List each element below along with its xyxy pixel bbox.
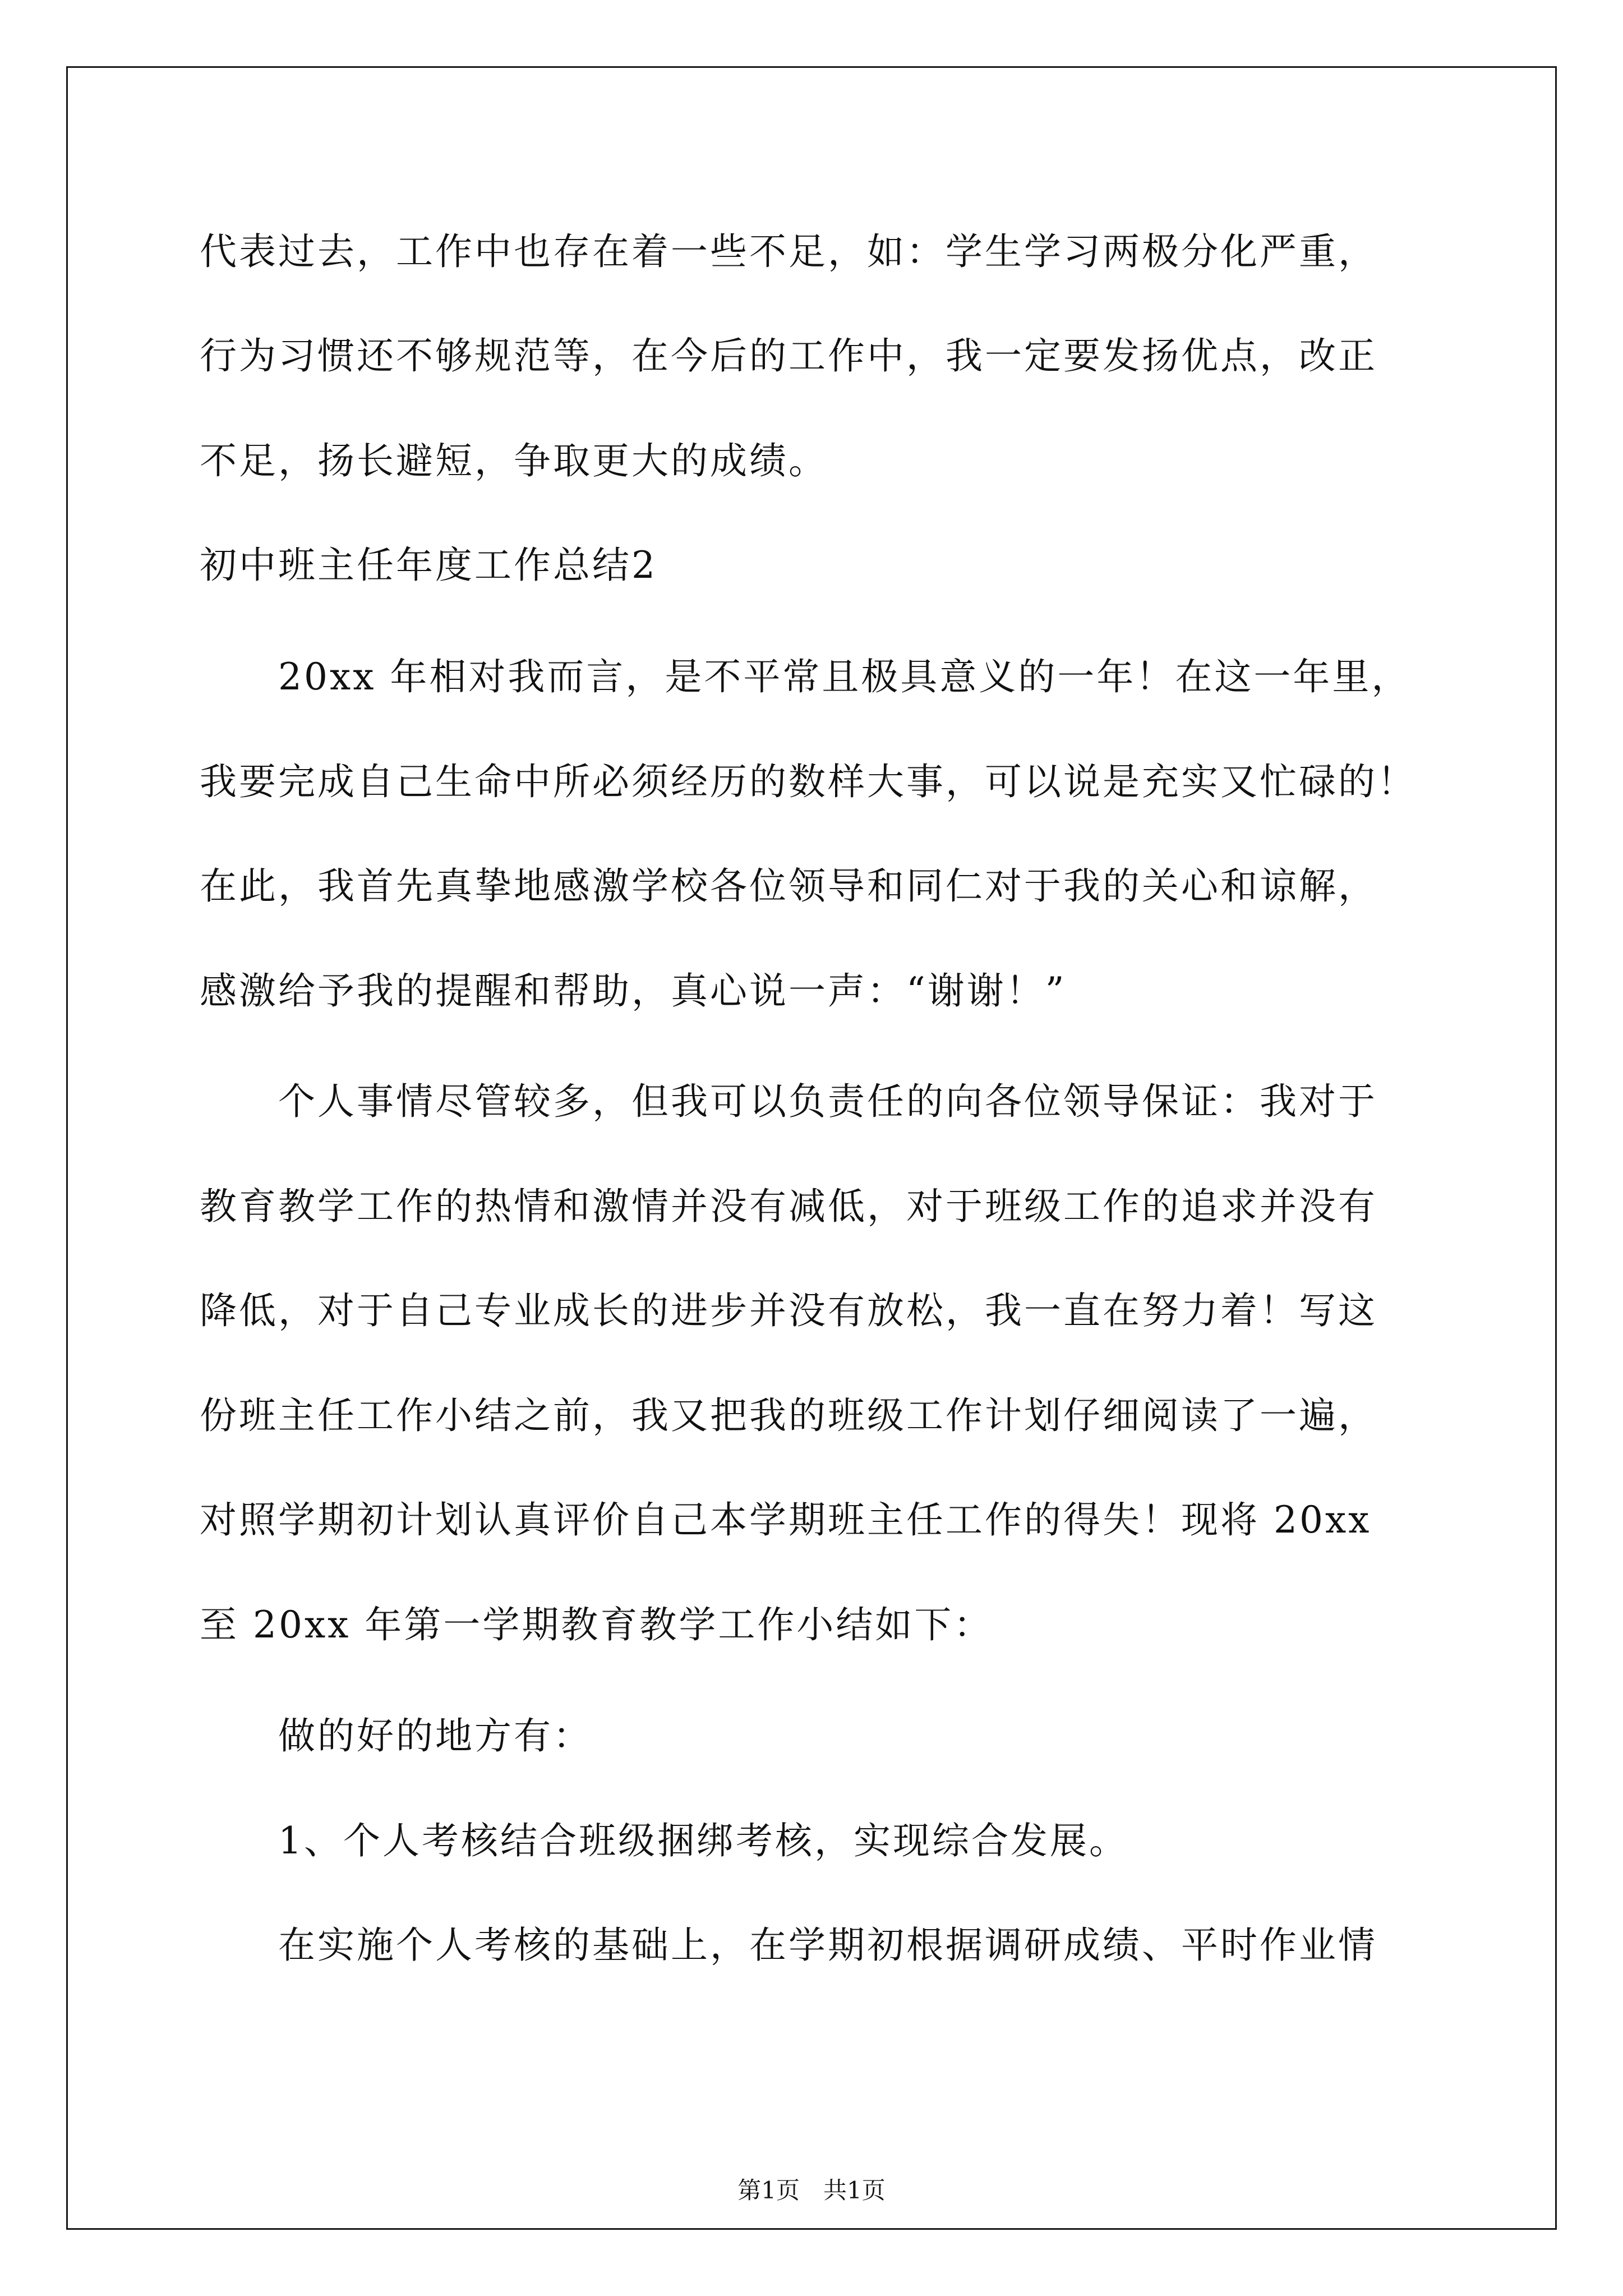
text-line: 做的好的地方有： (278, 1714, 592, 1757)
list-item: 1、个人考核结合班级捆绑考核，实现综合发展。 (278, 1819, 1128, 1862)
text-line: 个人事情尽管较多，但我可以负责任的向各位领导保证：我对于 (278, 1080, 1377, 1123)
page-border (66, 66, 1557, 2230)
text-line: 20xx 年相对我而言，是不平常且极具意义的一年！在这一年里， (278, 655, 1411, 698)
text-line: 代表过去，工作中也存在着一些不足，如：学生学习两极分化严重， (200, 230, 1377, 273)
text-line: 至 20xx 年第一学期教育教学工作小结如下： (200, 1603, 993, 1646)
text-line: 对照学期初计划认真评价自己本学期班主任工作的得失！现将 20xx (200, 1498, 1372, 1542)
text-line: 份班主任工作小结之前，我又把我的班级工作计划仔细阅读了一遍， (200, 1394, 1377, 1437)
page-number-footer: 第1页 共1页 (737, 2177, 886, 2204)
text-line: 行为习惯还不够规范等，在今后的工作中，我一定要发扬优点，改正 (200, 334, 1377, 378)
text-line: 不足，扬长避短，争取更大的成绩。 (200, 439, 828, 482)
text-line: 教育教学工作的热情和激情并没有减低，对于班级工作的追求并没有 (200, 1185, 1377, 1228)
section-heading: 初中班主任年度工作总结2 (200, 544, 657, 587)
text-line: 降低，对于自己专业成长的进步并没有放松，我一直在努力着！写这 (200, 1289, 1377, 1332)
text-line: 在此，我首先真挚地感激学校各位领导和同仁对于我的关心和谅解， (200, 864, 1377, 908)
text-line: 在实施个人考核的基础上，在学期初根据调研成绩、平时作业情 (278, 1924, 1377, 1967)
text-line: 感激给予我的提醒和帮助，真心说一声：“谢谢！” (200, 969, 1067, 1013)
text-line: 我要完成自己生命中所必须经历的数样大事，可以说是充实又忙碌的！ (200, 760, 1417, 803)
